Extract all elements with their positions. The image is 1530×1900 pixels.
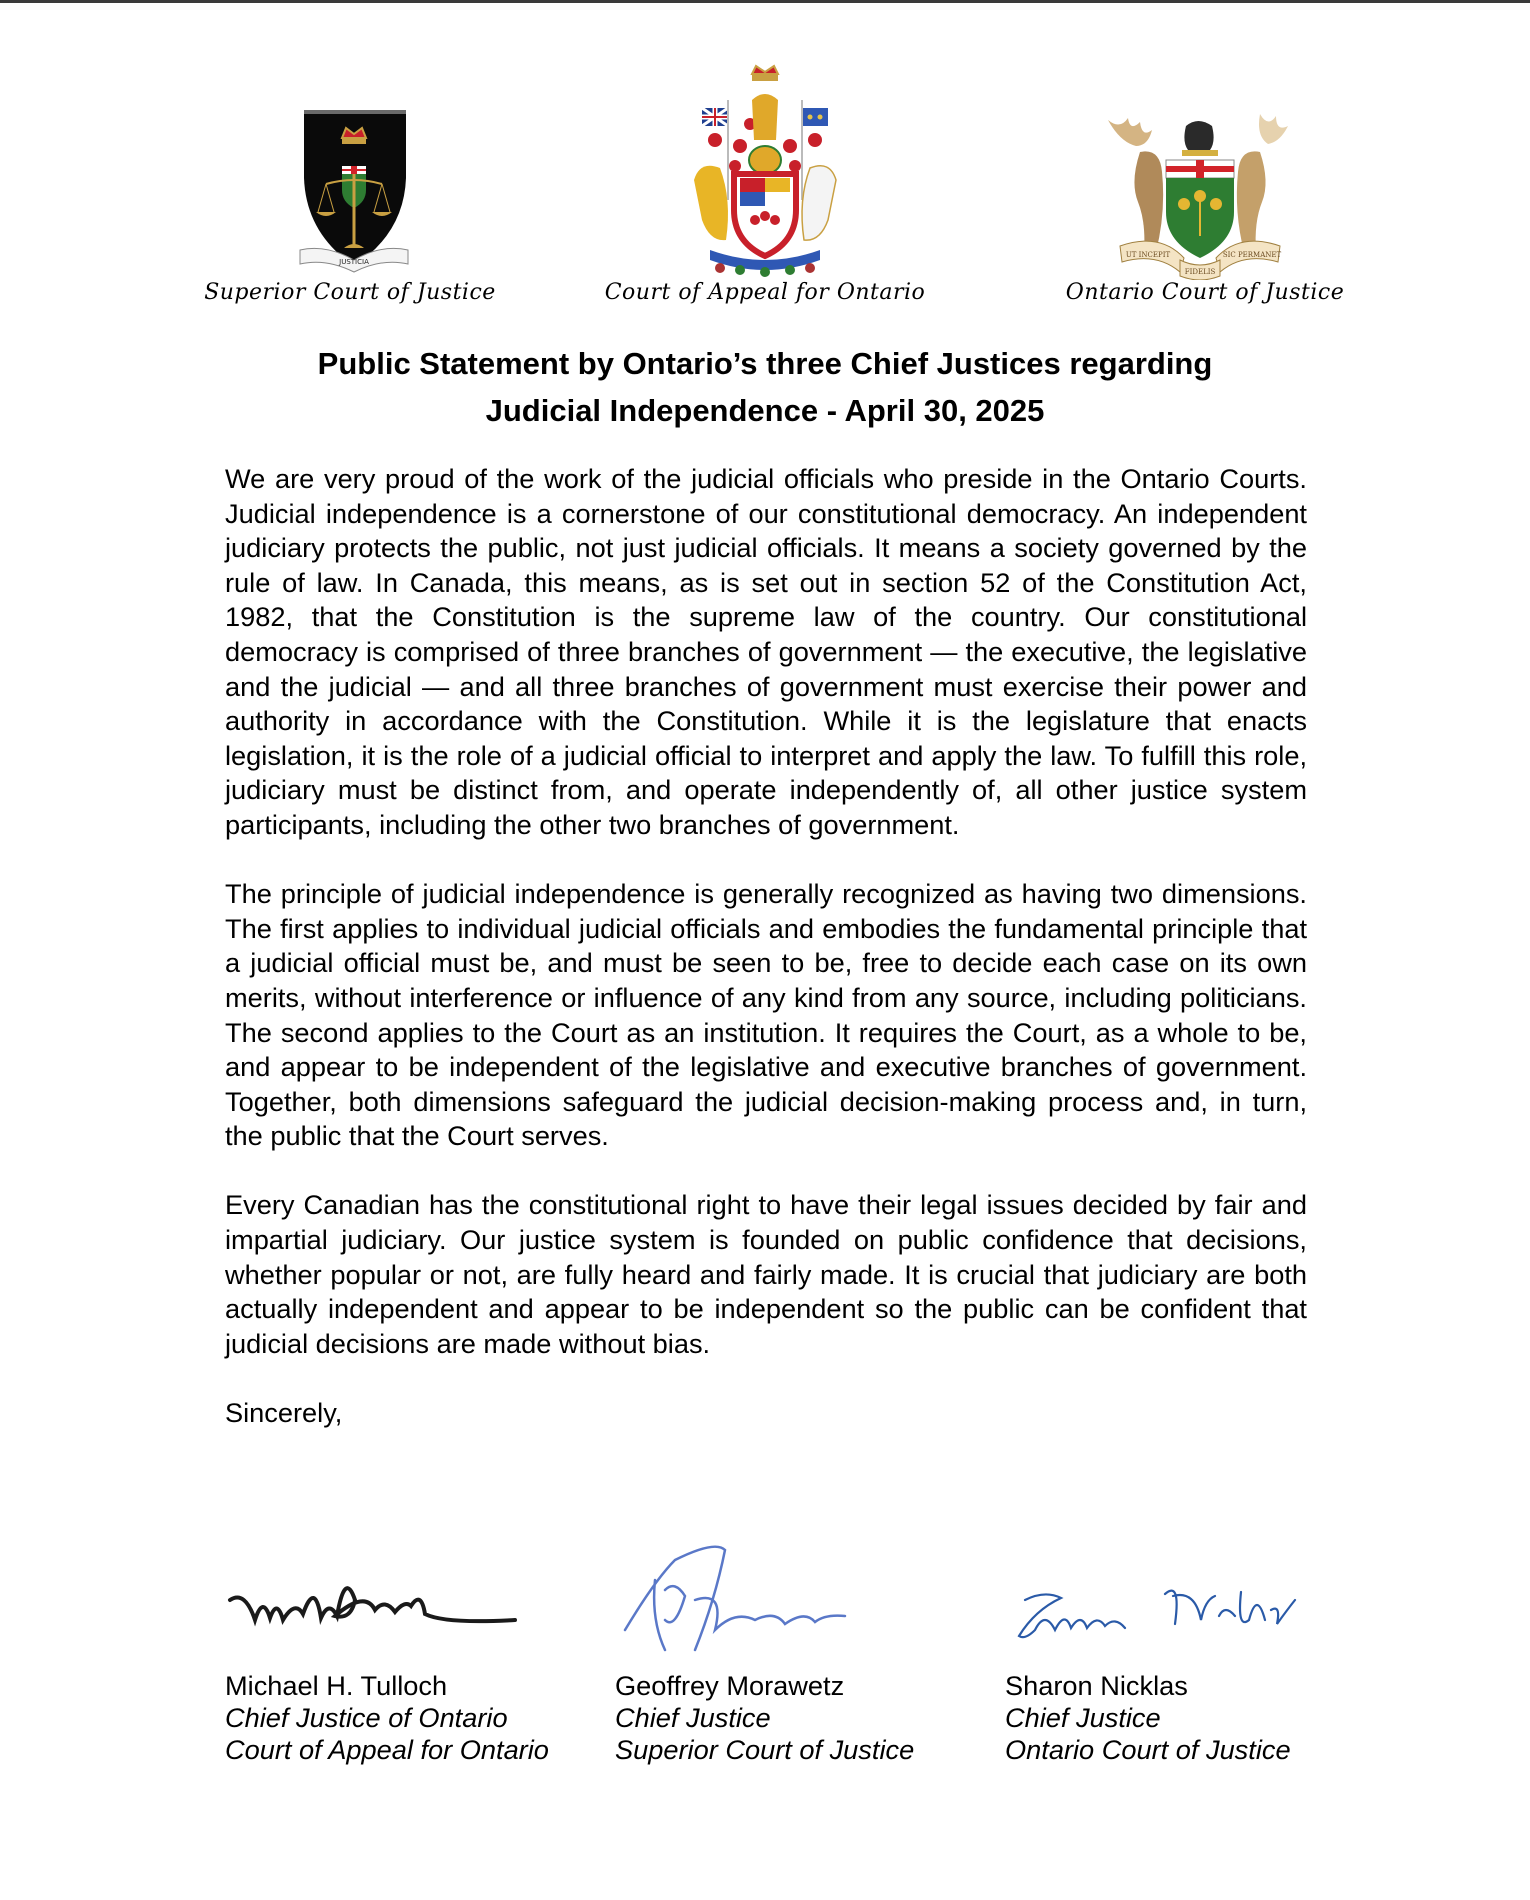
signatory-tulloch	[225, 1540, 585, 1766]
crest-caption-superior-court: Superior Court of Justice	[204, 280, 496, 305]
signature-nicklas-icon	[1005, 1540, 1365, 1670]
signatory-title: Chief Justice	[1005, 1702, 1161, 1733]
canada-coat-of-arms-icon	[680, 60, 850, 280]
top-border	[0, 0, 1530, 3]
title-line-1: Public Statement by Ontario’s three Chief Justices regarding	[317, 346, 1213, 381]
paragraph-1: We are very proud of the work of the judicial officials who preside in the Ontario Courts. Judicial independence is a cornerstone of our constitutional democracy. An independent judiciary protects the public, not just judicial officials. It means a society governed by the rule of law. In Canada, this means, as is set out in section 52 of the Constitution Act, 1982, that the Constitution is the supreme law of the country. Our constitutional democracy is comprised of three branches of government — the executive, the legislative and the judicial — and all three branches of government must exercise their power and authority in accordance with the Constitution. While it is the legislature that enacts legislation, it is the role of a judicial official to interpret and apply the law. To fulfill this role, judiciary must be distinct from, and operate independently of, all other justice system participants, including the other two branches of government.	[225, 463, 1307, 840]
signatory-nicklas	[1005, 1540, 1365, 1766]
ontario-coat-of-arms-icon	[1100, 112, 1300, 280]
crest-caption-ontario-court: Ontario Court of Justice	[1065, 280, 1345, 305]
signatory-court: Superior Court of Justice	[615, 1734, 915, 1765]
signatory-title: Chief Justice of Ontario	[225, 1702, 508, 1733]
signature-tulloch-icon	[225, 1540, 575, 1670]
signatory-court: Ontario Court of Justice	[1005, 1734, 1291, 1765]
signatory-name: Michael H. Tulloch	[225, 1670, 448, 1701]
signature-morawetz-icon	[615, 1540, 915, 1670]
signatory-court: Court of Appeal for Ontario	[225, 1734, 549, 1765]
signatory-name: Geoffrey Morawetz	[615, 1670, 845, 1701]
page-title	[0, 340, 1530, 434]
crest-caption-court-of-appeal: Court of Appeal for Ontario	[604, 280, 926, 305]
svg-text:JUSTICIA: JUSTICIA	[339, 258, 369, 266]
superior-court-crest-icon	[296, 108, 426, 280]
closing: Sincerely,	[225, 1397, 343, 1429]
svg-text:SIC PERMANET: SIC PERMANET	[1222, 251, 1282, 259]
signatory-title: Chief Justice	[615, 1702, 771, 1733]
paragraph-2: The principle of judicial independence is generally recognized as having two dimensions. The first applies to individual judicial officials and embodies the fundamental principle that a judicial official must be, and must be seen to be, free to decide each case on its own merits, without interference or influence of any kind from any source, including politicians. The second applies to the Court as an institution. It requires the Court, as a whole to be, and appear to be independent of the legislative and executive branches of government. Together, both dimensions safeguard the judicial decision-making process and, in turn, the public that the Court serves.	[225, 878, 1307, 1152]
svg-text:UT INCEPIT: UT INCEPIT	[1125, 251, 1171, 259]
signatory-name: Sharon Nicklas	[1005, 1670, 1188, 1701]
signatory-morawetz	[615, 1540, 975, 1766]
paragraph-3: Every Canadian has the constitutional right to have their legal issues decided by fair and impartial judiciary. Our justice system is founded on public confidence that decisions, whether popular or not, are fully heard and fairly made. It is crucial that judiciary are both actually independent and appear to be independent so the public can be confident that judicial decisions are made without bias.	[225, 1189, 1307, 1359]
title-line-2: Judicial Independence - April 30, 2025	[485, 393, 1045, 428]
svg-text:FIDELIS: FIDELIS	[1184, 268, 1216, 276]
statement-body	[225, 462, 1307, 1431]
